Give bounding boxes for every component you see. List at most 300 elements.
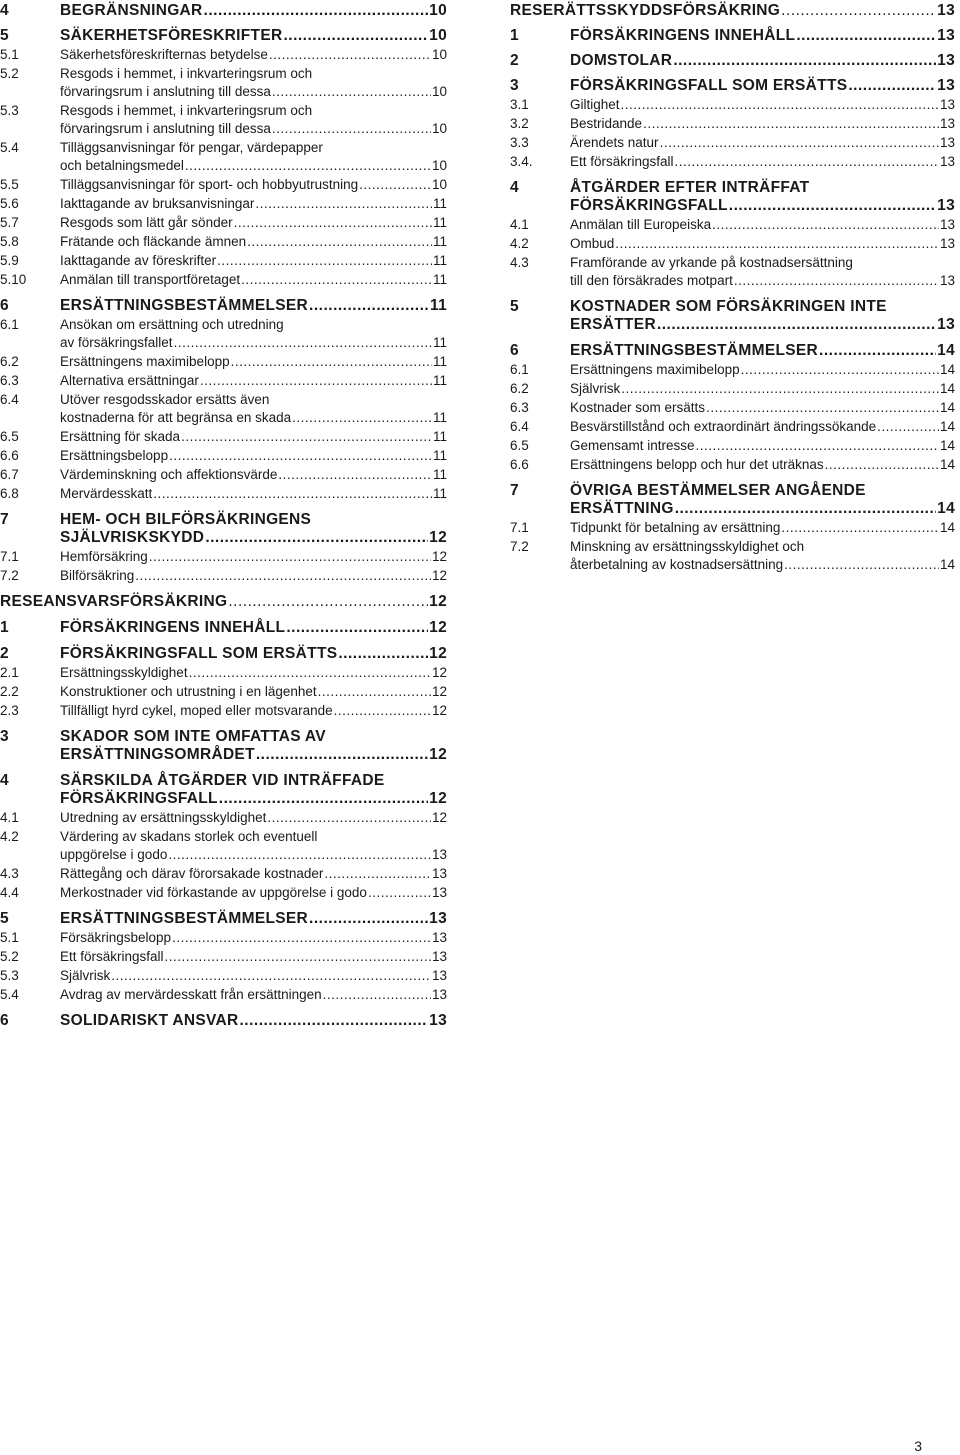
dot-leader: [621, 96, 939, 114]
toc-entry-title: Giltighet: [570, 97, 620, 112]
toc-entry-title: Ombud: [570, 236, 615, 251]
toc-entry-number: 6: [0, 1012, 9, 1029]
toc-page-number: 13: [937, 27, 955, 44]
toc-section[interactable]: [510, 77, 955, 95]
toc-part-heading[interactable]: [510, 2, 955, 20]
toc-page-number: 10: [431, 177, 447, 192]
dot-leader: [318, 683, 431, 701]
toc-entry-title: kostnaderna för att begränsa en skada: [60, 410, 292, 425]
toc-entry-number: 6.5: [510, 438, 529, 453]
toc-entry-title: Resgods som lätt går sönder: [60, 215, 233, 230]
toc-entry-title-line: Framförande av yrkande på kostnadsersättning: [570, 255, 853, 270]
dot-leader: [169, 447, 432, 465]
toc-entry-number: 5.5: [0, 177, 19, 192]
toc-page-number: 12: [431, 684, 447, 699]
toc-subsection[interactable]: [0, 233, 447, 251]
toc-entry-title: Alternativa ersättningar: [60, 373, 199, 388]
toc-subsection[interactable]: [0, 485, 447, 503]
toc-subsection[interactable]: [510, 399, 955, 417]
toc-entry-title: Rättegång och därav förorsakade kostnader: [60, 866, 324, 881]
toc-entry-title: Avdrag av mervärdesskatt från ersättningen: [60, 987, 322, 1002]
toc-page-number: 11: [430, 297, 447, 314]
toc-subsection[interactable]: [0, 567, 447, 585]
toc-subsection[interactable]: [0, 353, 447, 371]
toc-page-number: 12: [431, 549, 447, 564]
dot-leader: [153, 485, 432, 503]
toc-entry-title: Iakttagande av föreskrifter: [60, 253, 217, 268]
toc-entry-title: Iakttagande av bruksanvisningar: [60, 196, 255, 211]
toc-entry-number: 5.6: [0, 196, 19, 211]
toc-entry-title: förvaringsrum i anslutning till dessa: [60, 121, 271, 136]
toc-subsection[interactable]: [0, 195, 447, 213]
dot-leader: [256, 746, 428, 764]
dot-leader: [323, 986, 431, 1004]
toc-entry-number: 2.3: [0, 703, 19, 718]
toc-page-number: 11: [432, 335, 447, 350]
dot-leader: [324, 865, 431, 883]
toc-entry-number: 3.4.: [510, 154, 533, 169]
dot-leader: [825, 456, 939, 474]
toc-entry-title: ERSÄTTNING: [570, 500, 674, 517]
toc-subsection[interactable]: [0, 46, 447, 64]
toc-section[interactable]: [0, 619, 447, 637]
toc-subsection[interactable]: [0, 967, 447, 985]
toc-subsection[interactable]: [0, 102, 447, 138]
dot-leader: [643, 115, 939, 133]
toc-entry-number: 5: [510, 298, 519, 315]
dot-leader: [784, 556, 939, 574]
dot-leader: [234, 214, 432, 232]
toc-entry-number: 4.4: [0, 885, 19, 900]
toc-entry-title: Ett försäkringsfall: [60, 949, 164, 964]
toc-entry-number: 5.3: [0, 968, 19, 983]
toc-entry-number: 3.1: [510, 97, 529, 112]
toc-section[interactable]: [510, 482, 955, 518]
toc-page-number: 13: [937, 52, 955, 69]
dot-leader: [278, 466, 432, 484]
toc-entry-title-line: SÄRSKILDA ÅTGÄRDER VID INTRÄFFADE: [60, 772, 385, 789]
toc-subsection[interactable]: [0, 828, 447, 864]
toc-entry-number: 6.6: [0, 448, 19, 463]
toc-subsection[interactable]: [0, 252, 447, 270]
toc-entry-number: 5.2: [0, 66, 19, 81]
toc-page-number: 14: [937, 342, 955, 359]
toc-page-number: 12: [431, 568, 447, 583]
toc-subsection[interactable]: [0, 884, 447, 902]
toc-entry-title: Säkerhetsföreskrifternas betydelse: [60, 47, 268, 62]
toc-subsection[interactable]: [510, 380, 955, 398]
toc-page-number: 14: [939, 438, 955, 453]
toc-entry-number: 5.4: [0, 140, 19, 155]
toc-page-number: 11: [432, 215, 447, 230]
toc-part-heading[interactable]: [0, 593, 447, 611]
toc-entry-title-line: HEM- OCH BILFÖRSÄKRINGENS: [60, 511, 312, 528]
toc-section[interactable]: [0, 910, 447, 928]
toc-page-number: 14: [939, 557, 955, 572]
toc-page-number: 11: [432, 234, 447, 249]
dot-leader: [781, 519, 939, 537]
toc-page-number: 13: [431, 949, 447, 964]
dot-leader: [615, 235, 939, 253]
toc-page-number: 14: [939, 381, 955, 396]
dot-leader: [359, 176, 431, 194]
toc-entry-number: 5: [0, 910, 9, 927]
dot-leader: [168, 846, 431, 864]
dot-leader: [660, 134, 939, 152]
toc-entry-title: återbetalning av kostnadsersättning: [570, 557, 784, 572]
toc-entry-number: 2: [0, 645, 9, 662]
toc-entry-title: Bilförsäkring: [60, 568, 135, 583]
toc-page-number: 11: [432, 410, 447, 425]
toc-subsection[interactable]: [0, 214, 447, 232]
toc-subsection[interactable]: [0, 865, 447, 883]
toc-entry-title: SÄKERHETSFÖRESKRIFTER: [60, 27, 283, 44]
toc-subsection[interactable]: [0, 929, 447, 947]
toc-page-number: 11: [432, 448, 447, 463]
dot-leader: [621, 380, 939, 398]
toc-page-number: 13: [939, 273, 955, 288]
dot-leader: [269, 46, 431, 64]
toc-subsection[interactable]: [0, 316, 447, 352]
dot-leader: [247, 233, 432, 251]
toc-subsection[interactable]: [0, 372, 447, 390]
toc-page-number: 13: [937, 77, 955, 94]
toc-entry-number: 4.2: [510, 236, 529, 251]
toc-entry-number: 7: [0, 511, 9, 528]
toc-page-number: 14: [939, 400, 955, 415]
toc-entry-title: FÖRSÄKRINGSFALL SOM ERSÄTTS: [60, 645, 338, 662]
toc-page-number: 13: [939, 97, 955, 112]
toc-entry-number: 5.1: [0, 47, 19, 62]
toc-entry-title: Tillfälligt hyrd cykel, moped eller motsvarande: [60, 703, 333, 718]
toc-entry-number: 6.6: [510, 457, 529, 472]
dot-leader: [219, 790, 428, 808]
toc-page-number: 13: [431, 847, 447, 862]
toc-subsection[interactable]: [0, 683, 447, 701]
toc-page-number: 13: [937, 2, 955, 19]
toc-entry-number: 6.1: [0, 317, 19, 332]
toc-entry-title-line: SKADOR SOM INTE OMFATTAS AV: [60, 728, 326, 745]
toc-entry-title: RESERÄTTSSKYDDSFÖRSÄKRING: [510, 2, 781, 19]
dot-leader: [283, 27, 428, 45]
toc-entry-title: Tidpunkt för betalning av ersättning: [570, 520, 781, 535]
toc-entry-title: Utredning av ersättningsskyldighet: [60, 810, 267, 825]
dot-leader: [675, 153, 939, 171]
toc-entry-title: Anmälan till Europeiska: [570, 217, 712, 232]
toc-page-number: 12: [431, 703, 447, 718]
toc-entry-number: 6.1: [510, 362, 529, 377]
toc-entry-number: 3.3: [510, 135, 529, 150]
toc-entry-title-line: Minskning av ersättningsskyldighet och: [570, 539, 805, 554]
toc-entry-number: 6.7: [0, 467, 19, 482]
toc-page-number: 12: [429, 529, 447, 546]
dot-leader: [267, 809, 431, 827]
toc-entry-number: 5.3: [0, 103, 19, 118]
toc-entry-number: 5: [0, 27, 9, 44]
toc-entry-title-line: ÅTGÄRDER EFTER INTRÄFFAT: [570, 179, 810, 196]
toc-entry-number: 2.1: [0, 665, 19, 680]
toc-entry-title: Hemförsäkring: [60, 549, 148, 564]
dot-leader: [200, 372, 432, 390]
dot-leader: [819, 342, 936, 360]
toc-page-number: 11: [432, 486, 447, 501]
toc-page-number: 13: [431, 866, 447, 881]
toc-entry-title: uppgörelse i godo: [60, 847, 168, 862]
toc-entry-title: till den försäkrades motpart: [570, 273, 733, 288]
toc-entry-title: ERSÄTTNINGSOMRÅDET: [60, 746, 255, 763]
toc-entry-title: FÖRSÄKRINGSFALL: [60, 790, 218, 807]
toc-entry-title: ERSÄTTNINGSBESTÄMMELSER: [570, 342, 819, 359]
toc-entry-number: 5.8: [0, 234, 19, 249]
toc-entry-title: BEGRÄNSNINGAR: [60, 2, 203, 19]
toc-entry-number: 4: [510, 179, 519, 196]
toc-section[interactable]: [0, 2, 447, 20]
toc-page-number: 10: [431, 84, 447, 99]
dot-leader: [185, 157, 431, 175]
toc-subsection[interactable]: [0, 271, 447, 289]
toc-page-number: 13: [431, 930, 447, 945]
toc-subsection[interactable]: [0, 809, 447, 827]
toc-subsection[interactable]: [510, 254, 955, 290]
toc-entry-title: ERSÄTTER: [570, 316, 656, 333]
toc-entry-number: 2.2: [0, 684, 19, 699]
toc-page-number: 11: [432, 253, 447, 268]
toc-section[interactable]: [510, 342, 955, 360]
toc-right-column: [510, 0, 955, 574]
toc-page-number: 13: [431, 968, 447, 983]
toc-entry-title: Besvärstillstånd och extraordinärt ändringssökande: [570, 419, 877, 434]
toc-entry-title: Ersättningsskyldighet: [60, 665, 188, 680]
toc-section[interactable]: [0, 1012, 447, 1030]
toc-subsection[interactable]: [510, 361, 955, 379]
dot-leader: [174, 334, 432, 352]
toc-page-number: 11: [432, 467, 447, 482]
toc-section[interactable]: [0, 511, 447, 547]
toc-entry-number: 7.2: [510, 539, 529, 554]
toc-page-number: 14: [939, 520, 955, 535]
toc-entry-number: 6.5: [0, 429, 19, 444]
toc-subsection[interactable]: [0, 986, 447, 1004]
toc-subsection[interactable]: [0, 548, 447, 566]
dot-leader: [181, 428, 432, 446]
toc-section[interactable]: [0, 27, 447, 45]
toc-subsection[interactable]: [510, 418, 955, 436]
dot-leader: [189, 664, 431, 682]
dot-leader: [796, 27, 936, 45]
toc-page-number: 13: [937, 316, 955, 333]
toc-entry-title-line: Resgods i hemmet, i inkvarteringsrum och: [60, 66, 313, 81]
toc-entry-title-line: Ansökan om ersättning och utredning: [60, 317, 284, 332]
toc-subsection[interactable]: [510, 153, 955, 171]
toc-page-number: 10: [429, 2, 447, 19]
toc-entry-number: 7: [510, 482, 519, 499]
toc-section[interactable]: [0, 297, 447, 315]
toc-entry-title: Ett försäkringsfall: [570, 154, 674, 169]
toc-entry-title-line: KOSTNADER SOM FÖRSÄKRINGEN INTE: [570, 298, 887, 315]
dot-leader: [272, 83, 431, 101]
toc-entry-title: Självrisk: [60, 968, 111, 983]
dot-leader: [712, 216, 939, 234]
toc-page-number: 11: [432, 196, 447, 211]
toc-left-column: [0, 0, 447, 1030]
toc-page-number: 11: [432, 429, 447, 444]
dot-leader: [286, 619, 428, 637]
toc-subsection[interactable]: [510, 115, 955, 133]
toc-entry-title: RESEANSVARSFÖRSÄKRING: [0, 593, 228, 610]
toc-entry-title: Bestridande: [570, 116, 643, 131]
toc-section[interactable]: [510, 298, 955, 334]
toc-entry-number: 4.3: [510, 255, 529, 270]
toc-entry-number: 1: [510, 27, 519, 44]
dot-leader: [309, 910, 428, 928]
dot-leader: [165, 948, 431, 966]
dot-leader: [204, 2, 429, 20]
toc-section[interactable]: [0, 728, 447, 764]
toc-entry-number: 7.1: [510, 520, 529, 535]
toc-subsection[interactable]: [0, 428, 447, 446]
dot-leader: [309, 297, 429, 315]
dot-leader: [657, 316, 936, 334]
toc-subsection[interactable]: [0, 948, 447, 966]
toc-entry-title: Ersättningsbelopp: [60, 448, 169, 463]
toc-subsection[interactable]: [510, 437, 955, 455]
toc-subsection[interactable]: [0, 466, 447, 484]
toc-page-number: 14: [939, 419, 955, 434]
toc-page-number: 13: [939, 217, 955, 232]
toc-section[interactable]: [510, 52, 955, 70]
toc-entry-number: 5.7: [0, 215, 19, 230]
toc-entry-title: och betalningsmedel: [60, 158, 184, 173]
toc-page-number: 14: [939, 362, 955, 377]
dot-leader: [217, 252, 432, 270]
toc-entry-number: 6.8: [0, 486, 19, 501]
toc-entry-title: Ersättningens maximibelopp: [60, 354, 230, 369]
toc-subsection[interactable]: [510, 134, 955, 152]
toc-subsection[interactable]: [510, 519, 955, 537]
toc-page-number: 12: [431, 665, 447, 680]
toc-page-number: 13: [429, 910, 447, 927]
toc-subsection[interactable]: [510, 538, 955, 574]
toc-entry-title-line: Tilläggsanvisningar för pengar, värdepapper: [60, 140, 323, 155]
dot-leader: [734, 272, 939, 290]
toc-entry-title: förvaringsrum i anslutning till dessa: [60, 84, 271, 99]
dot-leader: [741, 361, 939, 379]
toc-page-number: 12: [429, 593, 447, 610]
toc-entry-title: Gemensamt intresse: [570, 438, 695, 453]
toc-entry-title-line: Utöver resgodsskador ersätts även: [60, 392, 270, 407]
dot-leader: [172, 929, 431, 947]
dot-leader: [675, 500, 936, 518]
toc-entry-number: 4.1: [0, 810, 19, 825]
toc-section[interactable]: [0, 645, 447, 663]
toc-entry-number: 2: [510, 52, 519, 69]
toc-page-number: 11: [432, 354, 447, 369]
toc-section[interactable]: [510, 179, 955, 215]
toc-entry-title: SOLIDARISKT ANSVAR: [60, 1012, 239, 1029]
toc-entry-title: Ersättningens maximibelopp: [570, 362, 740, 377]
toc-entry-number: 4.3: [0, 866, 19, 881]
toc-entry-number: 4: [0, 2, 9, 19]
toc-page-number: 13: [939, 236, 955, 251]
dot-leader: [292, 409, 432, 427]
toc-entry-title: FÖRSÄKRINGSFALL SOM ERSÄTTS: [570, 77, 848, 94]
toc-page-number: 13: [937, 197, 955, 214]
toc-entry-number: 6.3: [0, 373, 19, 388]
dot-leader: [848, 77, 936, 95]
page-number: 3: [914, 1438, 922, 1454]
toc-page-number: 13: [939, 135, 955, 150]
toc-subsection[interactable]: [510, 216, 955, 234]
dot-leader: [334, 702, 431, 720]
dot-leader: [673, 52, 936, 70]
toc-entry-number: 5.10: [0, 272, 27, 287]
dot-leader: [781, 2, 936, 20]
toc-subsection[interactable]: [0, 664, 447, 682]
toc-entry-number: 4.1: [510, 217, 529, 232]
toc-subsection[interactable]: [0, 139, 447, 175]
toc-entry-title: DOMSTOLAR: [570, 52, 673, 69]
toc-subsection[interactable]: [0, 391, 447, 427]
toc-entry-number: 1: [0, 619, 9, 636]
toc-page-number: 12: [429, 790, 447, 807]
toc-entry-title: Konstruktioner och utrustning i en lägenhet: [60, 684, 317, 699]
toc-entry-number: 5.4: [0, 987, 19, 1002]
toc-entry-title: FÖRSÄKRINGENS INNEHÅLL: [60, 619, 286, 636]
toc-subsection[interactable]: [0, 447, 447, 465]
toc-entry-title: Anmälan till transportföretaget: [60, 272, 241, 287]
toc-entry-number: 3: [0, 728, 9, 745]
toc-entry-number: 3.2: [510, 116, 529, 131]
toc-page-number: 12: [429, 746, 447, 763]
toc-entry-title: Frätande och fläckande ämnen: [60, 234, 247, 249]
toc-subsection[interactable]: [0, 65, 447, 101]
toc-subsection[interactable]: [510, 96, 955, 114]
toc-page-number: 13: [429, 1012, 447, 1029]
toc-entry-title: SJÄLVRISKSKYDD: [60, 529, 205, 546]
toc-entry-number: 5.1: [0, 930, 19, 945]
toc-entry-title: FÖRSÄKRINGENS INNEHÅLL: [570, 27, 796, 44]
toc-entry-title: Värdeminskning och affektionsvärde: [60, 467, 278, 482]
toc-section[interactable]: [0, 772, 447, 808]
toc-entry-title: Ärendets natur: [570, 135, 659, 150]
toc-entry-number: 6: [510, 342, 519, 359]
dot-leader: [241, 271, 432, 289]
toc-entry-title: Mervärdesskatt: [60, 486, 153, 501]
toc-page-number: 12: [429, 619, 447, 636]
toc-page-number: 10: [431, 121, 447, 136]
toc-page-number: 12: [431, 810, 447, 825]
dot-leader: [149, 548, 431, 566]
toc-entry-number: 7.2: [0, 568, 19, 583]
toc-subsection[interactable]: [510, 235, 955, 253]
dot-leader: [338, 645, 428, 663]
toc-entry-title: ERSÄTTNINGSBESTÄMMELSER: [60, 297, 309, 314]
dot-leader: [205, 529, 428, 547]
toc-subsection[interactable]: [0, 702, 447, 720]
toc-entry-title: Försäkringsbelopp: [60, 930, 172, 945]
toc-page-number: 14: [937, 500, 955, 517]
toc-page-number: 13: [939, 154, 955, 169]
toc-section[interactable]: [510, 27, 955, 45]
toc-page-number: 12: [429, 645, 447, 662]
dot-leader: [696, 437, 939, 455]
toc-subsection[interactable]: [0, 176, 447, 194]
toc-subsection[interactable]: [510, 456, 955, 474]
toc-entry-title: Kostnader som ersätts: [570, 400, 706, 415]
toc-entry-number: 6: [0, 297, 9, 314]
toc-page-number: 11: [432, 272, 447, 287]
toc-entry-number: 4.2: [0, 829, 19, 844]
